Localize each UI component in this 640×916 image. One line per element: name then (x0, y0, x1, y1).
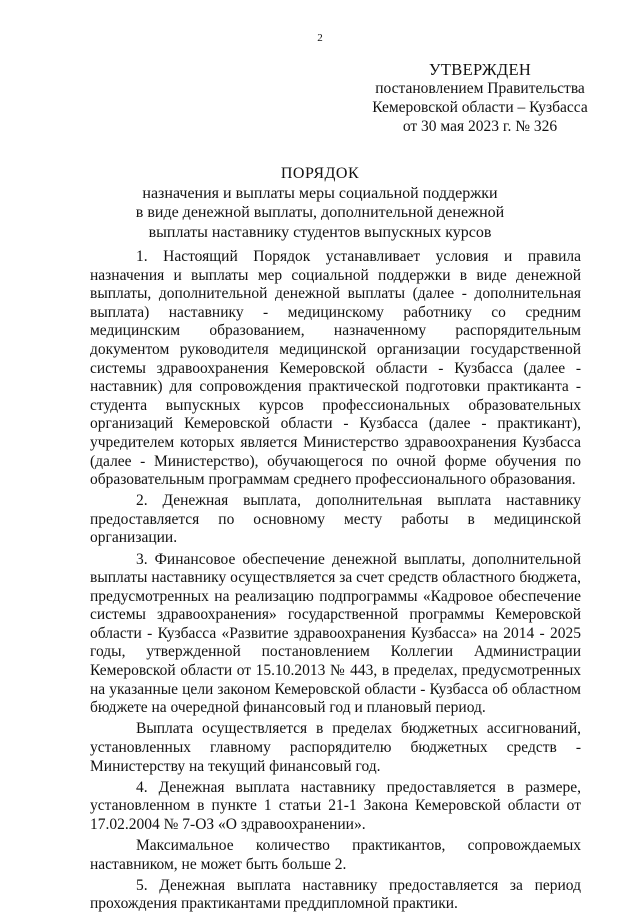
approval-line: от 30 мая 2023 г. № 326 (402, 118, 558, 135)
document-title (0, 164, 640, 242)
title-line: в виде денежной выплаты, дополнительной денежной (135, 204, 505, 221)
paragraph: 3. Финансовое обеспечение денежной выплаты, дополнительной выплаты наставнику осуществляется за счет средств областного бюджета, предусмотренных на реализацию подпрограммы «Кадровое обеспечение системы здравоохранения» государственной программы Кемеровской области - Кузбасса «Развитие здравоохранения Кузбасса» на 2014 - 2025 годы, утвержденной постановлением Коллегии Администрации Кемеровской области от 15.10.2013 № 443, в пределах, предусмотренных на указанные цели законом Кемеровской области - Кузбасса об областном бюджете на очередной финансовый год и плановый период. (90, 550, 581, 717)
title-line: выплаты наставнику студентов выпускных курсов (148, 223, 492, 241)
paragraph: 5. Денежная выплата наставнику предоставляется за период прохождения практикантами преддипломной практики. (90, 876, 581, 913)
approval-block (360, 60, 600, 136)
page-number: 2 (317, 32, 323, 44)
paragraph: Выплата осуществляется в пределах бюджетных ассигнований, установленных главному распорядителю бюджетных средств - Министерству на текущий финансовый год. (90, 720, 581, 775)
approval-line: Кемеровской области – Кузбасса (372, 99, 588, 116)
title-main: ПОРЯДОК (280, 165, 360, 182)
approval-heading: УТВЕРЖДЕН (428, 60, 532, 79)
paragraph: 2. Денежная выплата, дополнительная выплата наставнику предоставляется по основному месту работы в медицинской организации. (90, 492, 581, 547)
paragraph: 1. Настоящий Порядок устанавливает условия и правила назначения и выплаты мер социальной поддержки в виде денежной выплаты, дополнительной денежной выплаты (далее - дополнительная выплата) наставнику - медицинскому работнику со средним медицинским образованием, назначенному распорядительным документом руководителя медицинской организации государственной системы здравоохранения Кемеровской области - Кузбасса (далее - наставник) для сопровождения практической подготовки практиканта - студента выпускных курсов профессиональных образовательных организаций Кемеровской области - Кузбасса (далее - практикант), учредителем которых является Министерство здравоохранения Кузбасса (далее - Министерство), обучающегося по очной форме обучения по образовательным программам среднего профессионального образования. (90, 248, 581, 489)
approval-line: постановлением Правительства (375, 80, 585, 97)
paragraph: Максимальное количество практикантов, сопровождаемых наставником, не может быть больше 2. (90, 836, 581, 873)
paragraph: 4. Денежная выплата наставнику предоставляется в размере, установленном в пункте 1 статьи 21-1 Закона Кемеровской области от 17.02.2004 № 7-ОЗ «О здравоохранении». (90, 778, 581, 833)
document-body (90, 248, 581, 916)
title-line: назначения и выплаты меры социальной поддержки (142, 184, 498, 202)
